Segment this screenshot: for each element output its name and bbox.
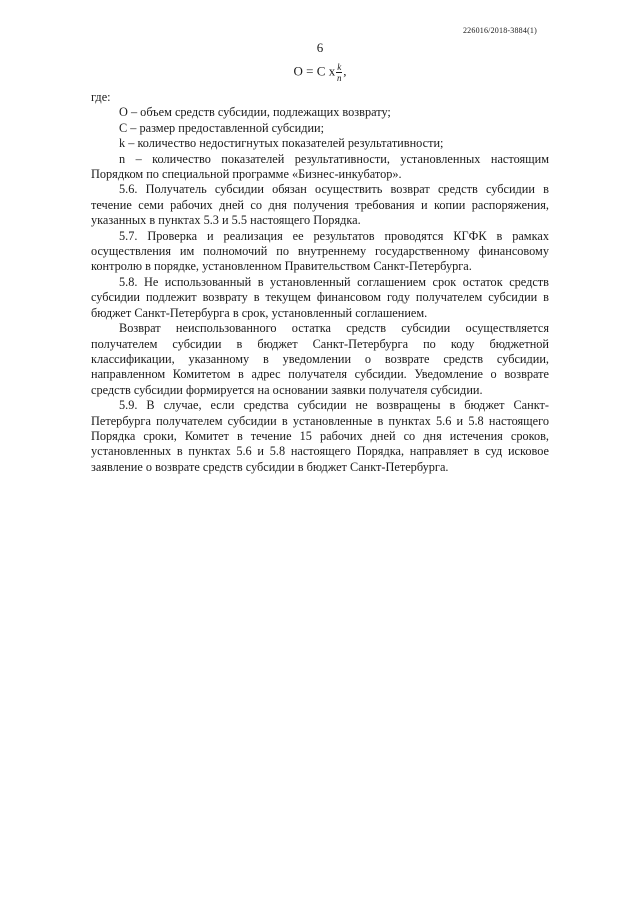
formula-denominator: n <box>336 73 342 83</box>
formula-suffix: , <box>343 63 347 79</box>
paragraph-5-8: 5.8. Не использованный в установленный соглашением срок остаток средств субсидии подлежит возврату в текущем финансовом году получателем субсидии в бюджет Санкт-Петербурга в срок, установленный соглашением. <box>91 274 549 320</box>
page-number: 6 <box>316 40 324 55</box>
document-id: 226016/2018-3884(1) <box>462 26 537 35</box>
where-label: где: <box>91 90 111 104</box>
formula <box>0 62 640 83</box>
definition-item: O – объем средств субсидии, подлежащих возврату; <box>119 105 391 120</box>
definition-item: n – количество показателей результативности, установленных настоящим Порядком по специальной программе «Бизнес-инкубатор». <box>91 151 549 182</box>
formula-fraction <box>336 62 342 83</box>
paragraph-5-9: 5.9. В случае, если средства субсидии не возвращены в бюджет Санкт-Петербурга получателем субсидии в установленные в пунктах 5.6 и 5.8 настоящего Порядка сроки, Комитет в течение 15 рабочих дней со дня истечения сроков, установленных в пунктах 5.6 и 5.8 настоящего Порядка, направляет в суд исковое заявление о возврате средств субсидии в бюджет Санкт-Петербурга. <box>91 398 549 474</box>
paragraph-5-6: 5.6. Получатель субсидии обязан осуществить возврат средств субсидии в течение семи рабочих дней со дня получения требования и копии распоряжения, указанных в пунктах 5.3 и 5.5 настоящего Порядка. <box>91 182 549 228</box>
formula-numerator: k <box>337 62 342 72</box>
paragraph-5-8-refund: Возврат неиспользованного остатка средств субсидии осуществляется получателем субсидии в бюджет Санкт-Петербурга по коду бюджетной классификации, указанному в уведомлении о возврате средств субсидии, направленном Комитетом в адрес получателя субсидии. Уведомление о возврате средств субсидии формируется на основании заявки получателя субсидии. <box>91 321 549 397</box>
formula-left: O = C x <box>293 63 336 79</box>
definition-item: k – количество недостигнутых показателей результативности; <box>119 136 444 151</box>
document-body <box>91 90 549 475</box>
paragraph-5-7: 5.7. Проверка и реализация ее результатов проводятся КГФК в рамках осуществления им полномочий по внутреннему государственному финансовому контролю в порядке, установленном Правительством Санкт-Петербурга. <box>91 228 549 274</box>
definition-item: C – размер предоставленной субсидии; <box>119 120 325 135</box>
